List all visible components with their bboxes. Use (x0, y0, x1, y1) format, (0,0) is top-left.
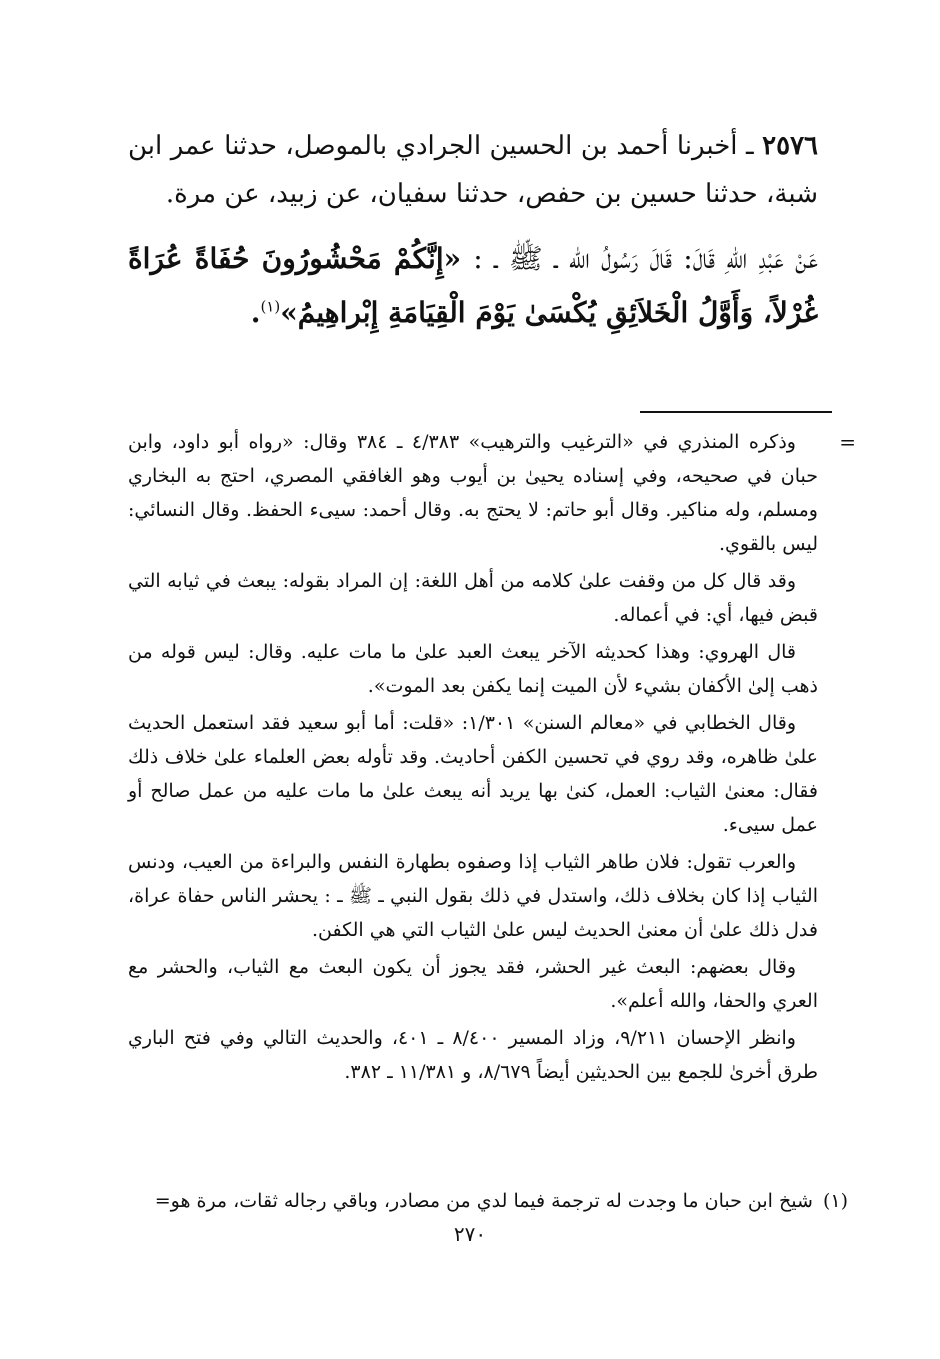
continuation-mark: = (839, 430, 856, 454)
footnote-paragraph: وقال بعضهم: البعث غير الحشر، فقد يجوز أن يكون البعث مع الثياب، والحشر مع العري والحفا، والله أعلم». (128, 956, 818, 1012)
footnote-paragraph: قال الهروي: وهذا كحديثه الآخر يبعث العبد علىٰ ما مات عليه. وقال: ليس قوله من ذهب إلىٰ الأكفان بشيء لأن الميت إنما يكفن بعد الموت». (128, 641, 818, 697)
footnote-1-label: (١) (822, 1190, 848, 1212)
footnote-separator (640, 411, 832, 413)
hadith-isnad (128, 122, 818, 218)
footnote-paragraph: = وذكره المنذري في «الترغيب والترهيب» ٤/٣٨٣ ـ ٣٨٤ وقال: «رواه أبو داود، وابن حبان في صحيحه، وفي إسناده يحيىٰ بن أيوب وهو الغافقي المصري، احتج به البخاري ومسلم، وله مناكير. وقال أبو حاتم: لا يحتج به. وقال أحمد: سيىء الحفظ. وقال النسائي: ليس بالقوي. (128, 425, 818, 561)
hadith-text: «إِنَّكُمْ مَحْشُورُونَ حُفَاةً عُرَاةً غُرْلاً، وَأَوَّلُ الْخَلاَئِقِ يُكْسَىٰ يَوْمَ الْقِيَامَةِ إِبْراهِيمُ» (128, 242, 818, 329)
hadith-end: . (250, 296, 261, 329)
hadith-matn (128, 232, 818, 340)
footnote-paragraph: وانظر الإحسان ٩/٢١١، وزاد المسير ٨/٤٠٠ ـ ٤٠١، والحديث التالي وفي فتح الباري طرق أخرىٰ للجمع بين الحديثين أيضاً ٨/٦٧٩، و ١١/٣٨١ ـ ٣٨٢. (128, 1027, 818, 1083)
main-text (128, 122, 818, 340)
footnote-paragraph: وقد قال كل من وقفت علىٰ كلامه من أهل اللغة: إن المراد بقوله: يبعث في ثيابه التي قبض فيها، أي: في أعماله. (128, 570, 818, 626)
footnotes (128, 425, 856, 1092)
hadith-chain-text: ـ أخبرنا أحمد بن الحسين الجرادي بالموصل، حدثنا عمر ابن شبة، حدثنا حسين بن حفص، حدثنا سفيان، عن زبيد، عن مرة. (128, 131, 818, 209)
footnote-1 (98, 1186, 848, 1216)
footnote-reference: (١) (260, 297, 281, 316)
hadith-number: ٢٥٧٦ (762, 131, 819, 161)
footnote-paragraph: والعرب تقول: فلان طاهر الثياب إذا وصفوه بطهارة النفس والبراءة من العيب، ودنس الثياب إذا كان بخلاف ذلك، واستدل في ذلك بقول النبي ـ ﷺ ـ : يحشر الناس حفاة عراة، فدل ذلك علىٰ أن معنىٰ الحديث ليس علىٰ الثياب التي هي الكفن. (128, 851, 818, 941)
page-number: ٢٧٠ (453, 1222, 487, 1246)
footnote-paragraph: وقال الخطابي في «معالم السنن» ١/٣٠١: «قلت: أما أبو سعيد فقد استعمل الحديث علىٰ ظاهره، وقد روي في تحسين الكفن أحاديث. وقد تأوله بعض العلماء علىٰ خلاف ذلك فقال: معنىٰ الثياب: العمل، كنىٰ بها يريد أنه يبعث علىٰ ما مات عليه من عمل صالح أو عمل سيىء. (128, 712, 818, 836)
footnote-1-text: شيخ ابن حبان ما وجدت له ترجمة فيما لدي من مصادر، وباقي رجاله ثقات، مرة هو= (154, 1190, 813, 1212)
hadith-intro: عَنْ عَبْدِ اللهِ قَالَ: قَالَ رَسُولُ الله ـ ﷺ ـ : (473, 242, 818, 275)
